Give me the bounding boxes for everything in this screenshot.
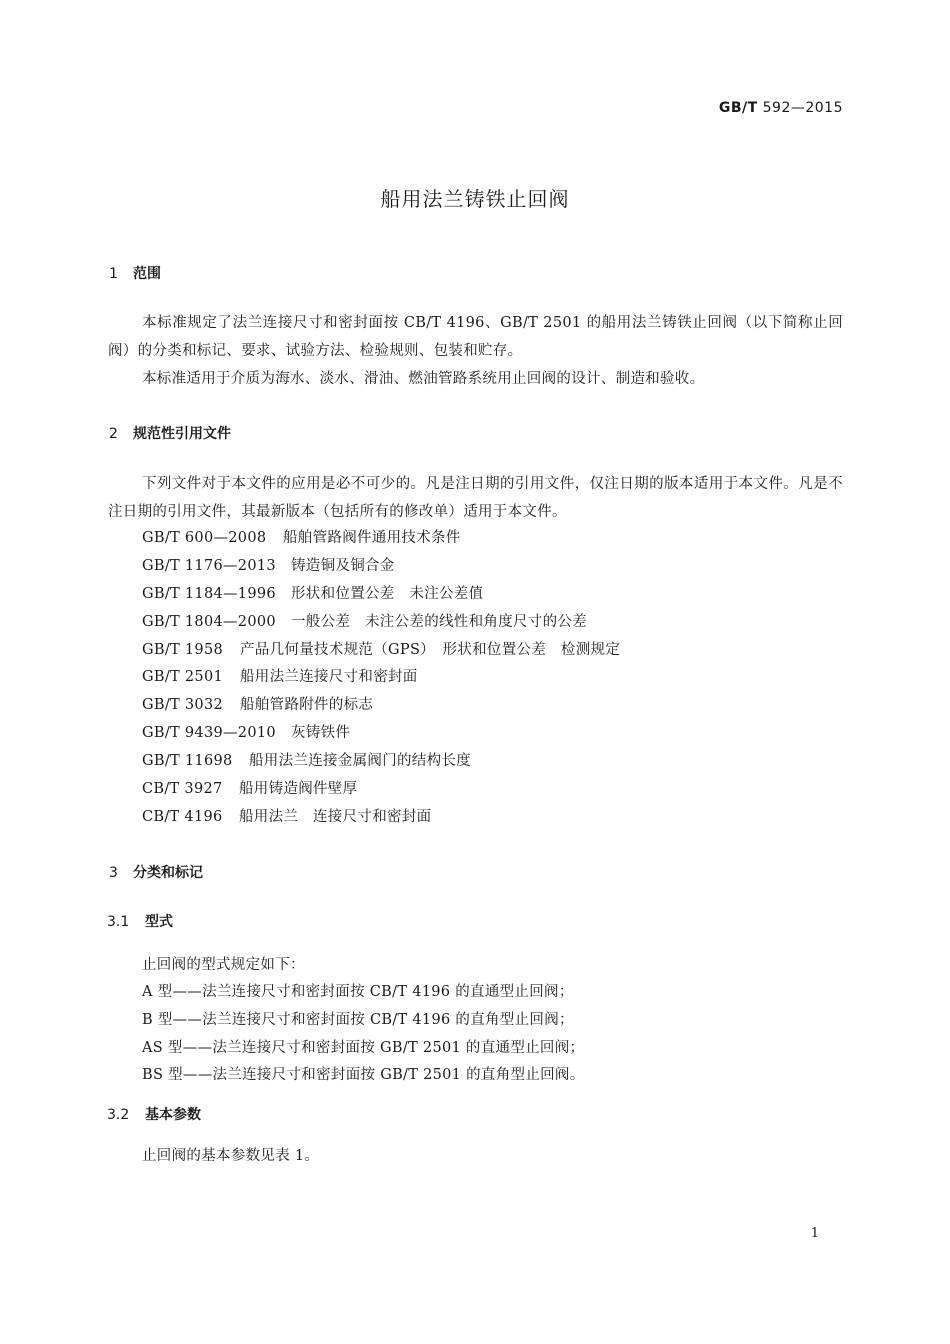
- reference-title: 船用法兰 连接尺寸和密封面: [239, 808, 432, 825]
- basic-parameters-text: 止回阀的基本参数见表 1。: [142, 1148, 320, 1164]
- type-line: AS 型——法兰连接尺寸和密封面按 GB/T 2501 的直通型止回阀；: [142, 1040, 585, 1056]
- reference-list: [142, 526, 620, 833]
- standard-code-prefix: GB/T: [718, 100, 758, 116]
- section-title: 规范性引用文件: [133, 426, 231, 442]
- subsection-number: 3.1: [107, 914, 130, 930]
- reference-title: 产品几何量技术规范（GPS） 形状和位置公差 检测规定: [240, 641, 621, 658]
- section-3-heading: [109, 862, 203, 882]
- section-1-paragraph: 本标准适用于介质为海水、淡水、滑油、燃油管路系统用止回阀的设计、制造和验收。: [142, 371, 705, 387]
- page-number: 1: [810, 1226, 819, 1241]
- reference-item: [142, 777, 620, 805]
- subsection-title: 基本参数: [145, 1107, 201, 1123]
- section-title: 分类和标记: [133, 865, 203, 881]
- section-number: 3: [109, 865, 118, 881]
- section-title: 范围: [133, 266, 161, 282]
- section-number: 2: [109, 426, 118, 442]
- reference-item: [142, 721, 620, 749]
- section-number: 1: [109, 266, 118, 282]
- section-1-paragraph: 本标准规定了法兰连接尺寸和密封面按 CB/T 4196、GB/T 2501 的船用法兰铸铁止回阀（以下简称止回阀）的分类和标记、要求、试验方法、检验规则、包装和贮存。: [108, 315, 843, 359]
- reference-code: GB/T 1804—2000: [142, 613, 276, 630]
- section-1-heading: [109, 263, 161, 283]
- reference-item: [142, 610, 620, 638]
- reference-title: 一般公差 未注公差的线性和角度尺寸的公差: [291, 613, 587, 630]
- reference-item: [142, 693, 620, 721]
- reference-code: GB/T 9439—2010: [142, 725, 276, 742]
- reference-code: CB/T 3927: [142, 781, 223, 798]
- reference-item: [142, 526, 620, 554]
- standard-code-number: 592—2015: [762, 100, 843, 116]
- subsection-title: 型式: [145, 914, 173, 930]
- type-line: 止回阀的型式规定如下：: [142, 957, 305, 973]
- standard-code: [719, 100, 843, 116]
- subsection-number: 3.2: [107, 1107, 130, 1123]
- reference-code: GB/T 3032: [142, 697, 224, 714]
- reference-title: 船用法兰连接金属阀门的结构长度: [249, 753, 471, 770]
- reference-code: GB/T 11698: [142, 753, 233, 770]
- subsection-3-2-heading: [107, 1104, 201, 1124]
- section-2-heading: [109, 423, 231, 443]
- type-line: BS 型——法兰连接尺寸和密封面按 GB/T 2501 的直角型止回阀。: [142, 1067, 585, 1083]
- reference-title: 灰铸铁件: [291, 725, 351, 742]
- reference-code: CB/T 4196: [142, 808, 223, 825]
- document-title: 船用法兰铸铁止回阀: [380, 187, 570, 211]
- reference-item: [142, 805, 620, 833]
- reference-code: GB/T 1958: [142, 641, 224, 658]
- reference-title: 船用法兰连接尺寸和密封面: [240, 669, 418, 686]
- reference-title: 船舶管路附件的标志: [240, 697, 374, 714]
- reference-title: 铸造铜及铜合金: [291, 557, 395, 574]
- reference-item: [142, 638, 620, 666]
- reference-code: GB/T 1176—2013: [142, 557, 276, 574]
- reference-title: 船用铸造阀件壁厚: [239, 781, 358, 798]
- reference-code: GB/T 600—2008: [142, 530, 267, 546]
- reference-item: [142, 665, 620, 693]
- reference-title: 船舶管路阀件通用技术条件: [283, 530, 461, 546]
- reference-code: GB/T 1184—1996: [142, 585, 276, 602]
- reference-title: 形状和位置公差 未注公差值: [291, 585, 484, 602]
- section-2-intro: 下列文件对于本文件的应用是必不可少的。凡是注日期的引用文件，仅注日期的版本适用于本文件。凡是不注日期的引用文件，其最新版本（包括所有的修改单）适用于本文件。: [108, 476, 843, 520]
- subsection-3-1-heading: [107, 911, 173, 931]
- reference-item: [142, 749, 620, 777]
- type-line: A 型——法兰连接尺寸和密封面按 CB/T 4196 的直通型止回阀；: [142, 984, 574, 1000]
- type-line: B 型——法兰连接尺寸和密封面按 CB/T 4196 的直角型止回阀；: [142, 1012, 574, 1028]
- reference-code: GB/T 2501: [142, 669, 224, 686]
- reference-item: [142, 554, 620, 582]
- reference-item: [142, 582, 620, 610]
